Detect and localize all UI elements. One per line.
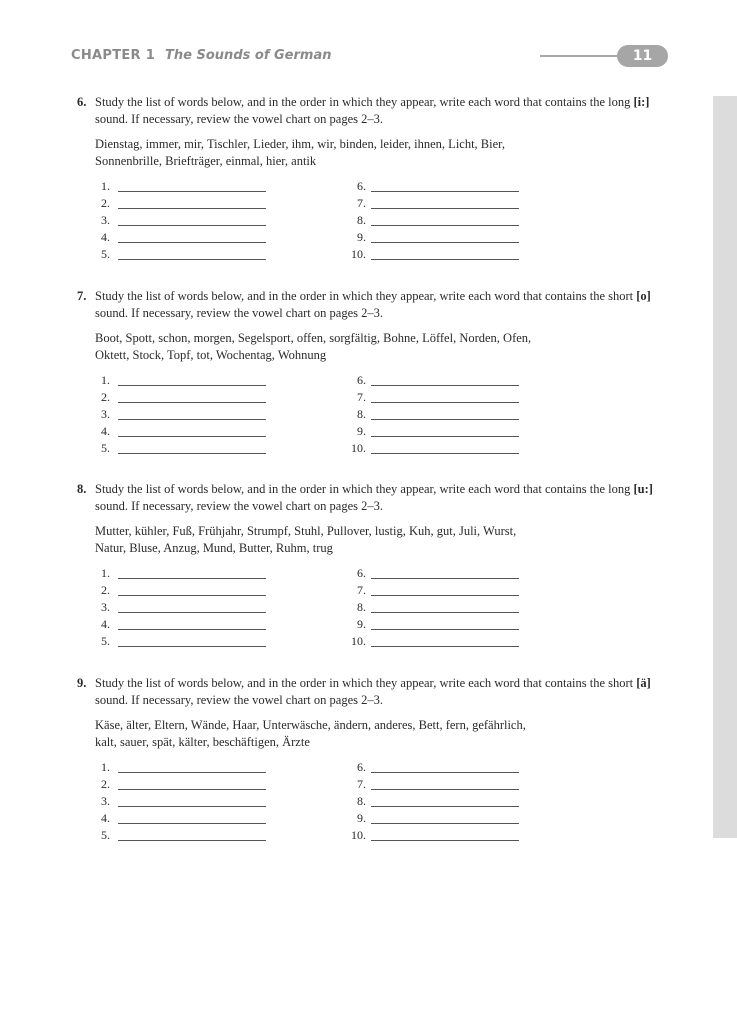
answer-blank[interactable]: [118, 595, 266, 596]
answer-blank[interactable]: [118, 453, 266, 454]
answer-number: 9.: [357, 617, 366, 631]
answer-blank[interactable]: [371, 646, 519, 647]
sound-symbol: [u:]: [633, 482, 653, 496]
answer-blank[interactable]: [371, 629, 519, 630]
answer-number: 8.: [357, 407, 366, 421]
exercise-prompt: 9. Study the list of words below, and in the order in which they appear, write each word that contains the short [ä] sound. If necessary, review the vowel chart on pages 2–3.: [77, 676, 651, 707]
answer-blank[interactable]: [371, 402, 519, 403]
answer-blank[interactable]: [371, 191, 519, 192]
answer-number: 2.: [101, 777, 110, 791]
answer-number: 1.: [101, 566, 110, 580]
page-edge-tab: [713, 96, 737, 838]
word-list: Boot, Spott, schon, morgen, Segelsport, offen, sorgfältig, Bohne, Löffel, Norden, Ofen, Oktett, Stock, Topf, tot, Wochentag, Wohnung: [95, 331, 532, 362]
answer-number: 10.: [351, 634, 366, 648]
exercise-number: 9.: [77, 676, 87, 690]
answer-number: 2.: [101, 583, 110, 597]
answer-number: 4.: [101, 811, 110, 825]
answer-blank[interactable]: [371, 419, 519, 420]
answer-number: 6.: [357, 566, 366, 580]
answer-number: 4.: [101, 230, 110, 244]
answer-number: 5.: [101, 828, 110, 842]
answer-number: 9.: [357, 230, 366, 244]
answer-number: 1.: [101, 373, 110, 387]
sound-symbol: [i:]: [633, 95, 650, 109]
answer-blank[interactable]: [118, 612, 266, 613]
exercise-9: [77, 675, 677, 847]
answer-blank[interactable]: [371, 772, 519, 773]
answer-blank[interactable]: [118, 208, 266, 209]
chapter-label: CHAPTER 1: [71, 48, 156, 63]
exercise-number: 7.: [77, 289, 87, 303]
chapter-title: The Sounds of German: [165, 48, 332, 63]
answer-number: 4.: [101, 424, 110, 438]
answer-number: 6.: [357, 179, 366, 193]
answer-number: 5.: [101, 247, 110, 261]
answer-blanks: [77, 372, 677, 460]
answer-blank[interactable]: [118, 772, 266, 773]
exercise-prompt: 7. Study the list of words below, and in the order in which they appear, write each word that contains the short [o] sound. If necessary, review the vowel chart on pages 2–3.: [77, 289, 651, 320]
answer-blanks: [77, 178, 677, 266]
answer-number: 7.: [357, 196, 366, 210]
answer-number: 6.: [357, 760, 366, 774]
exercise-7: [77, 288, 677, 460]
answer-blank[interactable]: [118, 242, 266, 243]
answer-blank[interactable]: [371, 806, 519, 807]
answer-number: 7.: [357, 390, 366, 404]
answer-blank[interactable]: [118, 225, 266, 226]
word-list: Dienstag, immer, mir, Tischler, Lieder, ihm, wir, binden, leider, ihnen, Licht, Bier, Sonnenbrille, Briefträger, einmal, hier, antik: [95, 137, 505, 168]
answer-number: 2.: [101, 390, 110, 404]
answer-number: 10.: [351, 247, 366, 261]
exercise-prompt: 6. Study the list of words below, and in the order in which they appear, write each word that contains the long [i:] sound. If necessary, review the vowel chart on pages 2–3.: [77, 95, 650, 126]
answer-blank[interactable]: [371, 578, 519, 579]
word-list: Mutter, kühler, Fuß, Frühjahr, Strumpf, Stuhl, Pullover, lustig, Kuh, gut, Juli, Wurst, Natur, Bluse, Anzug, Mund, Butter, Ruhm, trug: [95, 524, 517, 555]
answer-blank[interactable]: [118, 840, 266, 841]
sound-symbol: [ä]: [636, 676, 651, 690]
answer-blank[interactable]: [118, 402, 266, 403]
answer-number: 10.: [351, 828, 366, 842]
answer-blank[interactable]: [371, 612, 519, 613]
running-header: [71, 48, 331, 63]
answer-blank[interactable]: [118, 259, 266, 260]
answer-number: 9.: [357, 424, 366, 438]
answer-number: 10.: [351, 441, 366, 455]
word-list: Käse, älter, Eltern, Wände, Haar, Unterwäsche, ändern, anderes, Bett, fern, gefährlich, kalt, sauer, spät, kälter, beschäftigen, Ärzte: [95, 718, 526, 749]
sound-symbol: [o]: [636, 289, 651, 303]
answer-blank[interactable]: [371, 259, 519, 260]
exercise-6: [77, 94, 677, 266]
answer-number: 8.: [357, 794, 366, 808]
answer-blank[interactable]: [371, 595, 519, 596]
answer-blank[interactable]: [118, 646, 266, 647]
answer-number: 3.: [101, 794, 110, 808]
answer-number: 1.: [101, 179, 110, 193]
answer-number: 2.: [101, 196, 110, 210]
answer-blank[interactable]: [371, 823, 519, 824]
exercise-number: 8.: [77, 482, 87, 496]
answer-blank[interactable]: [371, 436, 519, 437]
answer-number: 7.: [357, 777, 366, 791]
answer-number: 7.: [357, 583, 366, 597]
answer-blank[interactable]: [371, 225, 519, 226]
answer-blanks: [77, 759, 677, 847]
answer-blank[interactable]: [118, 191, 266, 192]
exercise-number: 6.: [77, 95, 87, 109]
answer-number: 6.: [357, 373, 366, 387]
exercise-prompt: 8. Study the list of words below, and in the order in which they appear, write each word that contains the long [u:] sound. If necessary, review the vowel chart on pages 2–3.: [77, 482, 653, 513]
answer-number: 4.: [101, 617, 110, 631]
answer-blank[interactable]: [371, 789, 519, 790]
answer-blank[interactable]: [118, 789, 266, 790]
answer-number: 1.: [101, 760, 110, 774]
answer-number: 9.: [357, 811, 366, 825]
answer-number: 5.: [101, 441, 110, 455]
answer-number: 5.: [101, 634, 110, 648]
answer-number: 3.: [101, 407, 110, 421]
answer-blank[interactable]: [371, 453, 519, 454]
answer-blank[interactable]: [118, 806, 266, 807]
answer-blanks: [77, 565, 677, 653]
answer-blank[interactable]: [371, 385, 519, 386]
exercise-8: [77, 481, 677, 653]
answer-blank[interactable]: [118, 385, 266, 386]
answer-blank[interactable]: [118, 578, 266, 579]
answer-blank[interactable]: [371, 242, 519, 243]
answer-blank[interactable]: [371, 840, 519, 841]
answer-number: 8.: [357, 213, 366, 227]
answer-number: 3.: [101, 213, 110, 227]
answer-blank[interactable]: [118, 629, 266, 630]
answer-blank[interactable]: [371, 208, 519, 209]
page-number-badge: 11: [617, 45, 668, 67]
answer-number: 8.: [357, 600, 366, 614]
answer-blank[interactable]: [118, 823, 266, 824]
answer-blank[interactable]: [118, 436, 266, 437]
answer-blank[interactable]: [118, 419, 266, 420]
answer-number: 3.: [101, 600, 110, 614]
